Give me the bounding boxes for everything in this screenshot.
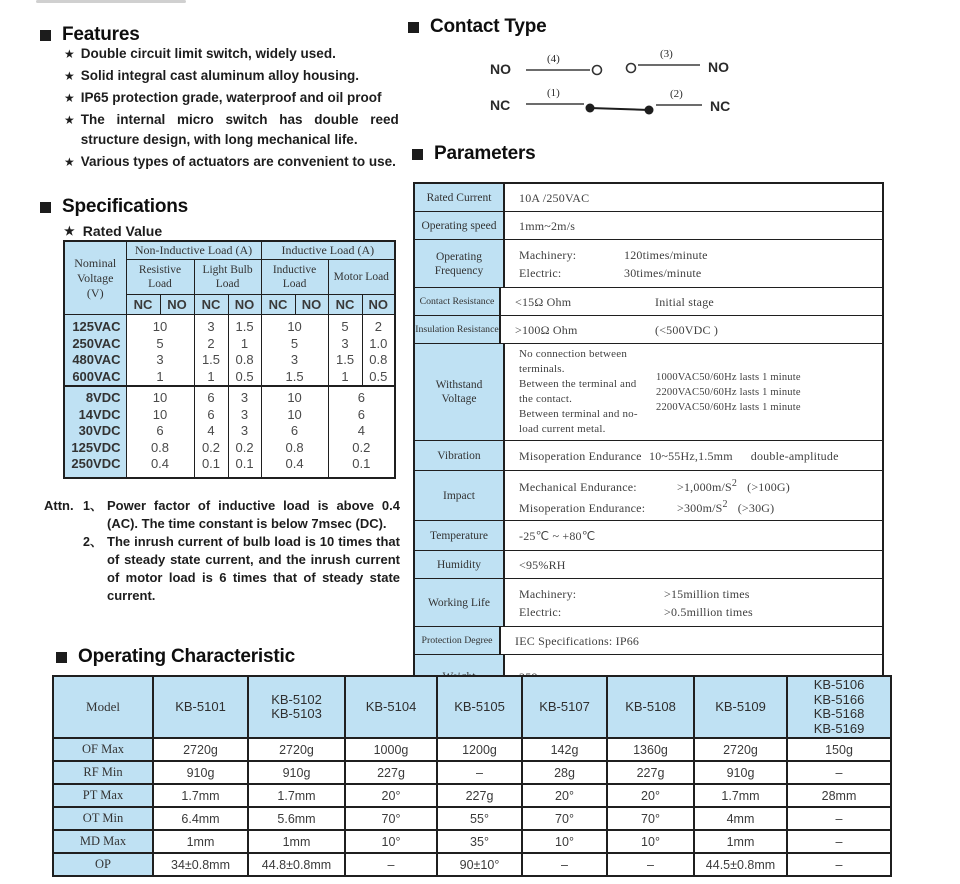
model-name: KB-5107 <box>539 698 590 714</box>
param-label: Protection Degree <box>415 627 501 654</box>
rating-value: 6 <box>261 423 328 440</box>
table-row <box>53 807 891 830</box>
feature-text: Double circuit limit switch, widely used. <box>80 46 336 61</box>
rating-value: 4 <box>194 423 228 440</box>
operating-table-body <box>53 738 891 876</box>
param-label: Vibration <box>415 441 505 470</box>
rating-value: 3 <box>261 352 328 369</box>
param-value: No connection between terminals. Between the terminal and the contact. Between terminal and no-load current metal. 1000VAC50/60Hz lasts 1 minute 2200VAC50/60Hz lasts 1 minute 2200VAC50/60Hz lasts 1 minute <box>519 348 801 435</box>
table-row <box>64 456 395 478</box>
model-header <box>607 676 694 738</box>
star-icon: ★ <box>64 69 75 83</box>
star-icon: ★ <box>64 91 75 105</box>
table-row <box>53 738 891 761</box>
no-header: NO <box>228 295 261 315</box>
no-header: NO <box>362 295 395 315</box>
table-row <box>64 369 395 387</box>
star-icon: ★ <box>64 224 75 238</box>
rating-value: 0.5 <box>362 369 395 387</box>
model-name: KB-5101 <box>175 698 226 714</box>
param-value: Machinery: >15million times Electric: >0.5million times <box>519 586 753 619</box>
param-value: Misoperation Endurance 10~55Hz,1.5mm double-amplitude <box>519 448 839 463</box>
param-label: Rated Current <box>415 184 505 211</box>
param-row-working-life <box>415 578 882 626</box>
rating-value: 1.5 <box>328 352 362 369</box>
characteristic-value: 90±10° <box>437 853 522 876</box>
rating-value: 1 <box>194 369 228 387</box>
model-header <box>787 676 891 738</box>
rating-value: 6 <box>194 407 228 424</box>
voltage-label: 30VDC <box>64 423 126 440</box>
voltage-label: 250VDC <box>64 456 126 478</box>
specifications-heading <box>40 196 188 218</box>
table-row <box>64 440 395 457</box>
nc-contact-closed-icon <box>645 106 654 115</box>
model-name: KB-5166 <box>813 691 865 707</box>
voltage-label: 600VAC <box>64 369 126 387</box>
rating-value: 1 <box>328 369 362 387</box>
rating-value: 1.5 <box>194 352 228 369</box>
feature-text: Solid integral cast aluminum alloy housing. <box>80 68 360 83</box>
characteristic-value: 1000g <box>345 738 437 761</box>
characteristic-value: 1.7mm <box>694 784 787 807</box>
rating-value: 1.5 <box>228 315 261 336</box>
nc-header: NC <box>126 295 160 315</box>
rating-value: 3 <box>126 352 194 369</box>
model-name: KB-5106 <box>813 677 865 692</box>
characteristic-value: 227g <box>437 784 522 807</box>
rating-value: 1.0 <box>362 336 395 353</box>
characteristic-value: 1360g <box>607 738 694 761</box>
param-label: Operating speed <box>415 212 505 239</box>
terminal-3-label: (3) <box>660 48 673 60</box>
param-value: IEC Specifications: IP66 <box>515 633 640 648</box>
rated-table-body <box>64 315 395 478</box>
table-row <box>53 830 891 853</box>
terminal-1-label: (1) <box>547 87 560 99</box>
attn-item <box>83 497 400 533</box>
scan-artifact <box>36 0 186 3</box>
rating-value: 3 <box>228 423 261 440</box>
rating-value: 10 <box>261 407 328 424</box>
rating-value: 0.8 <box>362 352 395 369</box>
characteristic-value: – <box>437 761 522 784</box>
terminal-4-label: (4) <box>547 53 560 65</box>
table-row <box>64 352 395 369</box>
star-icon: ★ <box>64 113 75 127</box>
no-header: NO <box>295 295 328 315</box>
square-bullet-icon <box>40 202 51 213</box>
characteristic-value: 28mm <box>787 784 891 807</box>
rating-value: 1 <box>126 369 194 387</box>
rating-value: 4 <box>328 423 395 440</box>
feature-item <box>64 44 409 64</box>
characteristic-value: 70° <box>607 807 694 830</box>
characteristic-value: 1200g <box>437 738 522 761</box>
characteristic-value: 10° <box>345 830 437 853</box>
rating-value: 1 <box>228 336 261 353</box>
param-row-humidity <box>415 550 882 578</box>
characteristic-value: 44.5±0.8mm <box>694 853 787 876</box>
star-icon: ★ <box>64 47 75 61</box>
characteristic-value: – <box>787 807 891 830</box>
table-row <box>64 407 395 424</box>
param-row-temperature <box>415 520 882 550</box>
characteristic-value: 20° <box>522 784 607 807</box>
param-value: <95%RH <box>519 557 566 572</box>
param-value: Mechanical Endurance: $>1,000m/S^2$ (>100G) Misoperation Endurance: $>300m/S^2$ (>30G) <box>519 477 790 515</box>
model-name: KB-5103 <box>271 706 322 721</box>
model-header <box>248 676 345 738</box>
square-bullet-icon <box>56 652 67 663</box>
section-title: Parameters <box>434 143 536 164</box>
voltage-label: 480VAC <box>64 352 126 369</box>
model-column-header: Model <box>53 676 153 738</box>
attn-notes <box>44 497 400 605</box>
characteristic-value: 28g <box>522 761 607 784</box>
param-label: Temperature <box>415 521 505 550</box>
param-label: Withstand Voltage <box>415 344 505 440</box>
characteristic-value: 70° <box>345 807 437 830</box>
characteristic-value: 35° <box>437 830 522 853</box>
characteristic-value: 70° <box>522 807 607 830</box>
sub-header: Inductive Load <box>261 260 328 295</box>
attn-items <box>83 497 400 605</box>
characteristic-value: – <box>522 853 607 876</box>
rating-value: 0.8 <box>126 440 194 457</box>
attn-item-text: The inrush current of bulb load is 10 times that of steady state current, and the inrush current of motor load is 6 times that of steady state current. <box>107 534 400 603</box>
param-value: Machinery: 120times/minute Electric: 30times/minute <box>519 247 708 280</box>
param-label: Operating Frequency <box>415 240 505 287</box>
param-row-rated-current <box>415 184 882 211</box>
characteristic-value: – <box>345 853 437 876</box>
no-label-right: NO <box>708 59 729 75</box>
characteristic-value: 1mm <box>248 830 345 853</box>
section-title: Contact Type <box>430 16 547 37</box>
row-label: OT Min <box>53 807 153 830</box>
param-row-insulation-resistance <box>415 315 882 343</box>
rating-value: 1.5 <box>261 369 328 387</box>
model-name: KB-5168 <box>813 706 865 721</box>
table-row <box>53 853 891 876</box>
rating-value: 10 <box>126 315 194 336</box>
subtitle-text: Rated Value <box>82 223 163 239</box>
characteristic-value: 4mm <box>694 807 787 830</box>
table-row <box>64 315 395 336</box>
table-row <box>64 241 395 260</box>
operating-characteristic-heading <box>56 646 295 668</box>
model-name: KB-5108 <box>625 698 676 714</box>
row-label: RF Min <box>53 761 153 784</box>
rating-value: 5 <box>261 336 328 353</box>
param-value: 10A /250VAC <box>519 190 590 205</box>
rating-value: 5 <box>126 336 194 353</box>
no-contact-open-icon <box>593 66 602 75</box>
characteristic-value: 2720g <box>153 738 248 761</box>
characteristic-value: 1.7mm <box>153 784 248 807</box>
characteristic-value: 55° <box>437 807 522 830</box>
voltage-label: 8VDC <box>64 386 126 407</box>
model-name: KB-5169 <box>813 720 865 736</box>
param-value: <15Ω Ohm Initial stage <box>515 294 714 309</box>
model-header <box>153 676 248 738</box>
table-row <box>64 336 395 353</box>
table-row <box>53 784 891 807</box>
rated-value-subtitle <box>64 221 162 241</box>
model-header <box>345 676 437 738</box>
attn-item-number: 2、 <box>83 535 103 549</box>
rating-value: 6 <box>328 386 395 407</box>
param-value: -25℃ ~ +80℃ <box>519 528 596 543</box>
star-icon: ★ <box>64 155 75 169</box>
rating-value: 0.8 <box>261 440 328 457</box>
rating-value: 0.2 <box>194 440 228 457</box>
rating-value: 6 <box>194 386 228 407</box>
rating-value: 10 <box>261 315 328 336</box>
characteristic-value: 5.6mm <box>248 807 345 830</box>
parameters-table <box>413 182 884 701</box>
rating-value: 0.5 <box>228 369 261 387</box>
no-label-left: NO <box>490 61 511 77</box>
model-name: KB-5104 <box>365 698 417 714</box>
nc-label-left: NC <box>490 97 511 113</box>
characteristic-value: 150g <box>787 738 891 761</box>
voltage-label: 14VDC <box>64 407 126 424</box>
voltage-label: 125VDC <box>64 440 126 457</box>
rating-value: 3 <box>228 386 261 407</box>
model-header <box>437 676 522 738</box>
characteristic-value: 1.7mm <box>248 784 345 807</box>
rating-value: 0.4 <box>261 456 328 478</box>
terminal-2-label: (2) <box>670 88 683 100</box>
param-row-operating-frequency <box>415 239 882 287</box>
characteristic-value: 1mm <box>694 830 787 853</box>
characteristic-value: 20° <box>607 784 694 807</box>
characteristic-value: 227g <box>345 761 437 784</box>
contact-type-heading <box>408 16 547 38</box>
group-header: Non-Inductive Load (A) <box>126 241 261 260</box>
param-row-operating-speed <box>415 211 882 239</box>
characteristic-value: 2720g <box>694 738 787 761</box>
attn-item <box>83 533 400 605</box>
characteristic-value: 227g <box>607 761 694 784</box>
attn-label: Attn. <box>44 498 74 513</box>
rating-value: 10 <box>126 386 194 407</box>
param-row-withstand-voltage <box>415 343 882 440</box>
feature-text: IP65 protection grade, waterproof and oil proof <box>80 90 382 105</box>
rating-value: 3 <box>194 315 228 336</box>
param-label: Working Life <box>415 579 505 626</box>
square-bullet-icon <box>412 149 423 160</box>
sub-header: Light Bulb Load <box>194 260 261 295</box>
characteristic-value: 1mm <box>153 830 248 853</box>
feature-text: Various types of actuators are convenient to use. <box>80 154 396 169</box>
rating-value: 0.2 <box>228 440 261 457</box>
rating-value: 3 <box>328 336 362 353</box>
square-bullet-icon <box>40 30 51 41</box>
feature-text: The internal micro switch has double reed structure design, with long mechanical life. <box>80 112 399 147</box>
model-name: KB-5105 <box>454 698 505 714</box>
characteristic-value: 10° <box>607 830 694 853</box>
voltage-label: 125VAC <box>64 315 126 336</box>
rating-value: 6 <box>126 423 194 440</box>
nc-label-right: NC <box>710 98 731 114</box>
square-bullet-icon <box>408 22 419 33</box>
characteristic-value: – <box>787 853 891 876</box>
corner-header: Nominal Voltage (V) <box>64 241 126 315</box>
param-label: Humidity <box>415 551 505 578</box>
rating-value: 0.8 <box>228 352 261 369</box>
operating-characteristic-table <box>52 675 892 877</box>
nc-header: NC <box>261 295 295 315</box>
row-label: MD Max <box>53 830 153 853</box>
feature-item <box>64 110 409 150</box>
features-list <box>64 44 409 174</box>
row-label: OP <box>53 853 153 876</box>
characteristic-value: 34±0.8mm <box>153 853 248 876</box>
rating-value: 0.1 <box>228 456 261 478</box>
param-value: >100Ω Ohm (<500VDC ) <box>515 322 719 337</box>
characteristic-value: 910g <box>248 761 345 784</box>
section-title: Features <box>62 24 140 45</box>
sub-header: Motor Load <box>328 260 395 295</box>
characteristic-value: – <box>787 830 891 853</box>
model-header <box>522 676 607 738</box>
nc-header: NC <box>328 295 362 315</box>
rating-value: 5 <box>328 315 362 336</box>
param-row-contact-resistance <box>415 287 882 315</box>
rating-value: 10 <box>126 407 194 424</box>
model-name: KB-5109 <box>715 698 766 714</box>
contact-diagram <box>484 48 734 118</box>
voltage-label: 250VAC <box>64 336 126 353</box>
rating-value: 6 <box>328 407 395 424</box>
section-title: Operating Characteristic <box>78 646 295 667</box>
group-header: Inductive Load (A) <box>261 241 395 260</box>
feature-item <box>64 88 409 108</box>
param-label: Contact Resistance <box>415 288 501 315</box>
param-row-protection-degree <box>415 626 882 654</box>
table-row <box>64 386 395 407</box>
characteristic-value: 10° <box>522 830 607 853</box>
features-heading <box>40 24 140 46</box>
characteristic-value: 910g <box>694 761 787 784</box>
rating-value: 0.1 <box>194 456 228 478</box>
characteristic-value: – <box>787 761 891 784</box>
feature-item <box>64 152 409 172</box>
model-header <box>694 676 787 738</box>
rating-value: 10 <box>261 386 328 407</box>
operating-header-row <box>53 676 891 738</box>
rating-value: 2 <box>362 315 395 336</box>
sub-header: Resistive Load <box>126 260 194 295</box>
rating-value: 0.4 <box>126 456 194 478</box>
feature-item <box>64 66 409 86</box>
param-label: Impact <box>415 471 505 520</box>
row-label: PT Max <box>53 784 153 807</box>
characteristic-value: 44.8±0.8mm <box>248 853 345 876</box>
nc-header: NC <box>194 295 228 315</box>
rated-value-table <box>63 240 396 479</box>
rating-value: 2 <box>194 336 228 353</box>
rating-value: 3 <box>228 407 261 424</box>
param-row-impact <box>415 470 882 520</box>
parameters-heading <box>412 143 536 165</box>
characteristic-value: 910g <box>153 761 248 784</box>
table-row <box>64 423 395 440</box>
row-label: OF Max <box>53 738 153 761</box>
param-row-vibration <box>415 440 882 470</box>
no-contact-open-icon <box>627 64 636 73</box>
characteristic-value: 20° <box>345 784 437 807</box>
attn-item-number: 1、 <box>83 499 103 513</box>
rating-value: 0.1 <box>328 456 395 478</box>
no-header: NO <box>160 295 194 315</box>
characteristic-value: 6.4mm <box>153 807 248 830</box>
table-row <box>53 761 891 784</box>
characteristic-value: 2720g <box>248 738 345 761</box>
attn-item-text: Power factor of inductive load is above 0.4 (AC). The time constant is below 7msec (DC). <box>107 498 400 531</box>
param-label: Insulation Resistance <box>415 316 501 343</box>
section-title: Specifications <box>62 196 189 217</box>
model-name: KB-5102 <box>271 691 322 707</box>
param-value: 1mm~2m/s <box>519 218 576 233</box>
characteristic-value: – <box>607 853 694 876</box>
rating-value: 0.2 <box>328 440 395 457</box>
characteristic-value: 142g <box>522 738 607 761</box>
